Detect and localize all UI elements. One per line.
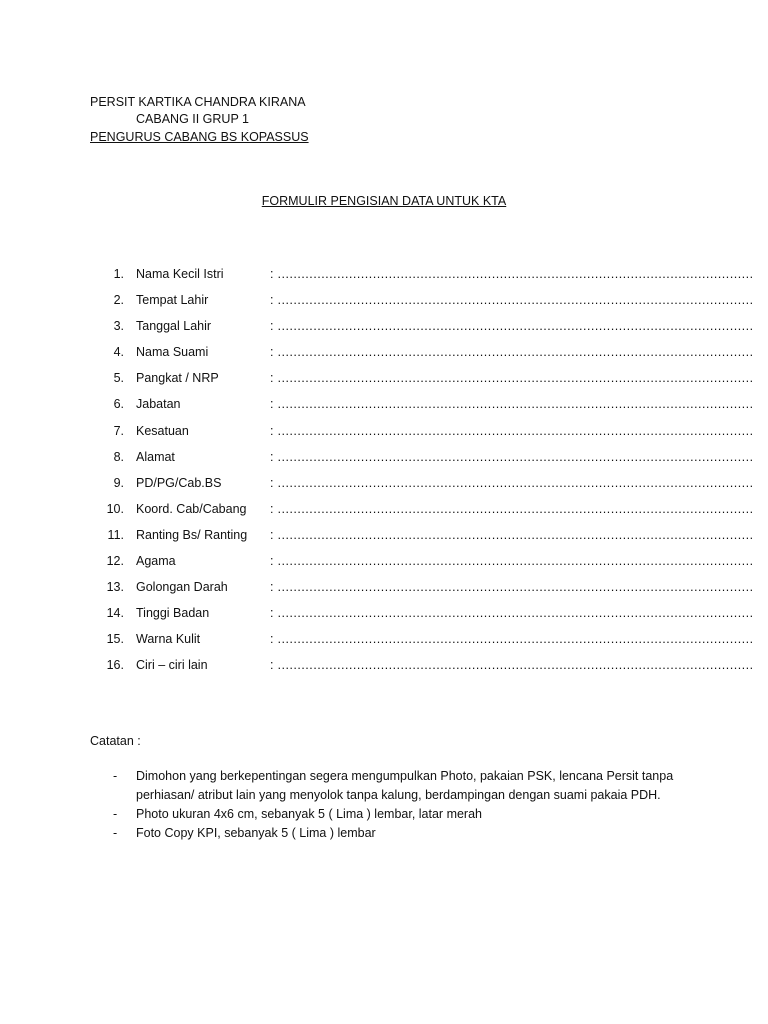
form-field-row — [0, 501, 768, 527]
field-blank-line: ………………………………………………………………………………………………………… — [277, 501, 754, 516]
field-blank-line: ………………………………………………………………………………………………………… — [277, 345, 754, 360]
form-field-row — [0, 292, 768, 318]
notes-list — [0, 767, 768, 843]
field-colon: : — [270, 423, 274, 438]
field-blank-line: ………………………………………………………………………………………………………… — [277, 475, 754, 490]
form-field-row — [0, 475, 768, 501]
field-label: Kesatuan — [136, 423, 189, 438]
note-bullet: - — [113, 807, 118, 821]
form-title: FORMULIR PENGISIAN DATA UNTUK KTA — [261, 194, 507, 208]
field-colon: : — [270, 501, 274, 516]
field-blank-line: ………………………………………………………………………………………………………… — [277, 397, 754, 412]
field-colon: : — [270, 606, 274, 621]
field-blank-line: ………………………………………………………………………………………………………… — [277, 554, 754, 569]
field-blank-line: ………………………………………………………………………………………………………… — [277, 423, 754, 438]
field-number: 8. — [113, 449, 124, 464]
field-label: Warna Kulit — [136, 632, 201, 647]
field-colon: : — [270, 267, 274, 281]
field-label: Ciri – ciri lain — [136, 658, 208, 673]
field-label: Golongan Darah — [136, 580, 228, 595]
field-number: 12. — [106, 554, 124, 569]
field-blank-line: ………………………………………………………………………………………………………… — [277, 606, 754, 621]
field-label: Tanggal Lahir — [136, 319, 212, 334]
field-label: Koord. Cab/Cabang — [136, 501, 247, 516]
field-number: 15. — [106, 632, 124, 647]
form-field-row — [0, 396, 768, 422]
field-blank-line: ………………………………………………………………………………………………………… — [277, 527, 754, 542]
field-colon: : — [270, 449, 274, 464]
form-field-row — [0, 266, 768, 292]
field-label: Alamat — [136, 449, 175, 464]
field-label: Tempat Lahir — [136, 293, 209, 308]
field-blank-line: ………………………………………………………………………………………………………… — [277, 371, 754, 386]
form-field-row — [0, 423, 768, 449]
form-field-row — [0, 657, 768, 683]
field-colon: : — [270, 293, 274, 308]
form-field-row — [0, 370, 768, 396]
form-field-row — [0, 553, 768, 579]
field-colon: : — [270, 554, 274, 569]
field-blank-line: ………………………………………………………………………………………………………… — [277, 580, 754, 595]
note-item — [0, 767, 768, 805]
note-item — [0, 805, 768, 824]
field-number: 6. — [113, 397, 124, 412]
form-field-list — [0, 266, 768, 684]
field-label: Pangkat / NRP — [136, 371, 219, 386]
form-field-row — [0, 344, 768, 370]
field-blank-line: ………………………………………………………………………………………………………… — [277, 449, 754, 464]
field-number: 3. — [113, 319, 124, 334]
field-colon: : — [270, 345, 274, 360]
field-label: Ranting Bs/ Ranting — [136, 527, 248, 542]
form-field-row — [0, 318, 768, 344]
org-name: PERSIT KARTIKA CHANDRA KIRANA — [90, 95, 306, 109]
field-number: 9. — [113, 475, 124, 490]
field-blank-line: ………………………………………………………………………………………………………… — [277, 319, 754, 334]
form-field-row — [0, 449, 768, 475]
field-number: 5. — [113, 371, 124, 386]
field-blank-line: ………………………………………………………………………………………………………… — [277, 293, 754, 308]
form-field-row — [0, 631, 768, 657]
field-number: 11. — [107, 527, 124, 542]
note-item — [0, 824, 768, 843]
notes-heading: Catatan : — [90, 734, 141, 748]
field-colon: : — [270, 319, 274, 334]
field-label: Jabatan — [136, 397, 181, 412]
field-number: 14. — [106, 606, 124, 621]
field-colon: : — [270, 658, 274, 673]
field-colon: : — [270, 632, 274, 647]
field-colon: : — [270, 475, 274, 490]
field-blank-line: ………………………………………………………………………………………………………… — [277, 632, 754, 647]
field-blank-line: ………………………………………………………………………………………………………… — [277, 658, 754, 673]
field-number: 13. — [106, 580, 124, 595]
field-number: 4. — [113, 345, 124, 360]
form-field-row — [0, 579, 768, 605]
field-label: Tinggi Badan — [136, 606, 210, 621]
org-branch: CABANG II GRUP 1 — [136, 112, 249, 126]
note-bullet: - — [113, 826, 118, 840]
field-colon: : — [270, 527, 274, 542]
field-number: 1. — [113, 267, 124, 281]
form-field-row — [0, 527, 768, 553]
field-number: 10. — [106, 501, 124, 516]
field-blank-line: ………………………………………………………………………………………………………… — [277, 267, 754, 281]
note-text: Foto Copy KPI, sebanyak 5 ( Lima ) lembar — [136, 826, 376, 840]
org-board: PENGURUS CABANG BS KOPASSUS — [90, 130, 309, 144]
form-field-row — [0, 605, 768, 631]
field-label: Nama Suami — [136, 345, 209, 360]
note-text: Dimohon yang berkepentingan segera mengumpulkan Photo, pakaian PSK, lencana Persit tanpa perhiasan/ atribut lain yang menyolok tanpa kalung, berdampingan dengan suami pakaia PDH. — [136, 769, 674, 802]
field-colon: : — [270, 371, 274, 386]
field-label: Nama Kecil Istri — [136, 267, 224, 281]
field-number: 2. — [113, 293, 124, 308]
field-number: 7. — [113, 423, 124, 438]
field-colon: : — [270, 397, 274, 412]
field-label: PD/PG/Cab.BS — [136, 475, 222, 490]
field-number: 16. — [106, 658, 124, 673]
note-bullet: - — [113, 769, 118, 783]
note-text: Photo ukuran 4x6 cm, sebanyak 5 ( Lima ) lembar, latar merah — [136, 807, 482, 821]
field-label: Agama — [136, 554, 176, 569]
field-colon: : — [270, 580, 274, 595]
